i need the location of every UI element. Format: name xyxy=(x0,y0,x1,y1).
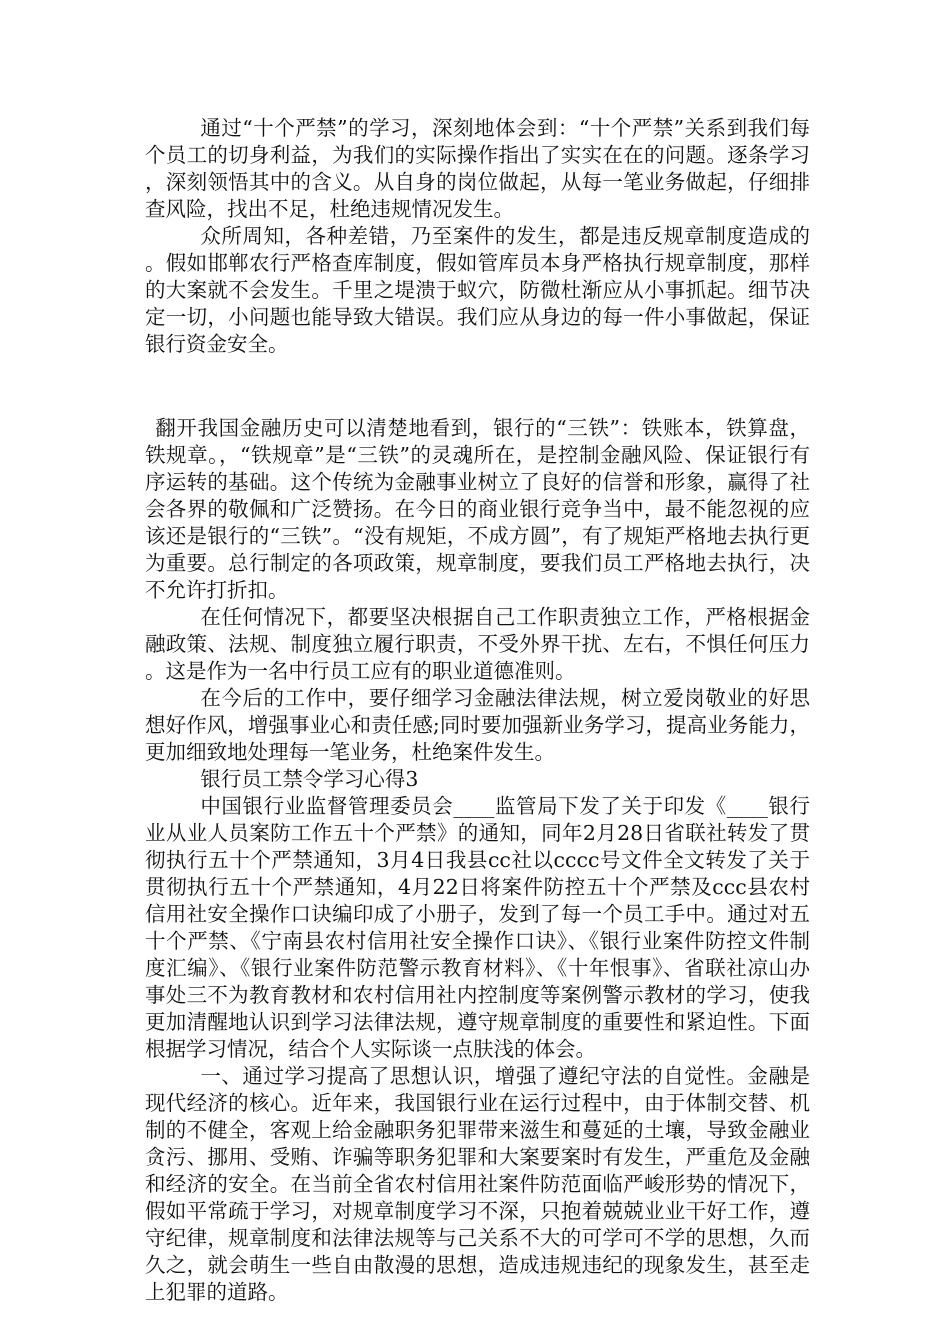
paragraph-shiyanjin-study: 通过“十个严禁”的学习，深刻地体会到：“十个严禁”关系到我们每个员工的切身利益，为我们的实际操作指出了实实在在的问题。逐条学习，深刻领悟其中的含义。从自身的岗位做起，从每一笔业务做起，仔细排查风险，找出不足，杜绝违规情况发生。 xyxy=(145,116,810,221)
blank-line xyxy=(145,358,810,385)
paragraph-independent-duty: 在任何情况下，都要坚决根据自己工作职责独立工作，严格根据金融政策、法规、制度独立履行职责，不受外界干扰、左右，不惧任何压力。这是作为一名中行员工应有的职业道德准则。 xyxy=(145,605,810,683)
section-heading: 银行员工禁令学习心得3 xyxy=(200,767,419,791)
paragraph-cbrc-notice: 中国银行业监督管理委员会____监管局下发了关于印发《____银行业从业人员案防工作五十个严禁》的通知，同年2月28日省联社转发了贯彻执行五十个严禁通知，3月4日我县cc社以cccc号文件全文转发了关于贯彻执行五十个严禁通知，4月22日将案件防控五十个严禁及ccc县农村信用社安全操作口诀编印成了小册子，发到了每一个员工手中。通过对五十个严禁、《宁南县农村信用社安全操作口诀》、《银行业案件防控文件制度汇编》、《银行业案件防范警示教育材料》、《十年恨事》、省联社凉山办事处三不为教育教材和农村信用社内控制度等案例警示教材的学习，使我更加清醒地认识到学习法律法规，遵守规章制度的重要性和紧迫性。下面根据学习情况，结合个人实际谈一点肤浅的体会。 xyxy=(145,794,810,1061)
paragraph-future-work: 在今后的工作中，要仔细学习金融法律法规，树立爱岗敬业的好思想好作风，增强事业心和责任感;同时要加强新业务学习，提高业务能力，更加细致地处理每一笔业务，杜绝案件发生。 xyxy=(145,686,810,764)
blank-line xyxy=(145,385,810,415)
document-page xyxy=(145,115,810,1306)
paragraph-point-one: 一、通过学习提高了思想认识，增强了遵纪守法的自觉性。金融是现代经济的核心。近年来，我国银行业在运行过程中，由于体制交替、机制的不健全，客观上给金融职务犯罪带来滋生和蔓延的土壤，导致金融业贪污、挪用、受贿、诈骗等职务犯罪和大案要案时有发生，严重危及金融和经济的安全。在当前全省农村信用社案件防范面临严峻形势的情况下，假如平常疏于学习，对规章制度学习不深，只抱着兢兢业业干好工作，遵守纪律，规章制度和法律法规等与己关系不大的可学可不学的思想，久而久之，就会萌生一些自由散漫的思想，造成违规违纪的现象发生，甚至走上犯罪的道路。 xyxy=(145,1064,810,1304)
paragraph-three-iron: 翻开我国金融历史可以清楚地看到，银行的“三铁”：铁账本，铁算盘，铁规章。，“铁规章”是“三铁”的灵魂所在，是控制金融风险、保证银行有序运转的基础。这个传统为金融事业树立了良好的信誉和形象，赢得了社会各界的敬佩和广泛赞扬。在今日的商业银行竞争当中，最不能忽视的应该还是银行的“三铁”。“没有规矩，不成方圆”，有了规矩严格地去执行更为重要。总行制定的各项政策，规章制度，要我们员工严格地去执行，决不允许打折扣。 xyxy=(145,416,810,602)
paragraph-rules-violation: 众所周知，各种差错，乃至案件的发生，都是违反规章制度造成的。假如邯郸农行严格查库制度，假如管库员本身严格执行规章制度，那样的大案就不会发生。千里之堤溃于蚁穴，防微杜渐应从小事抓起。细节决定一切，小问题也能导致大错误。我们应从身边的每一件小事做起，保证银行资金安全。 xyxy=(145,224,810,356)
